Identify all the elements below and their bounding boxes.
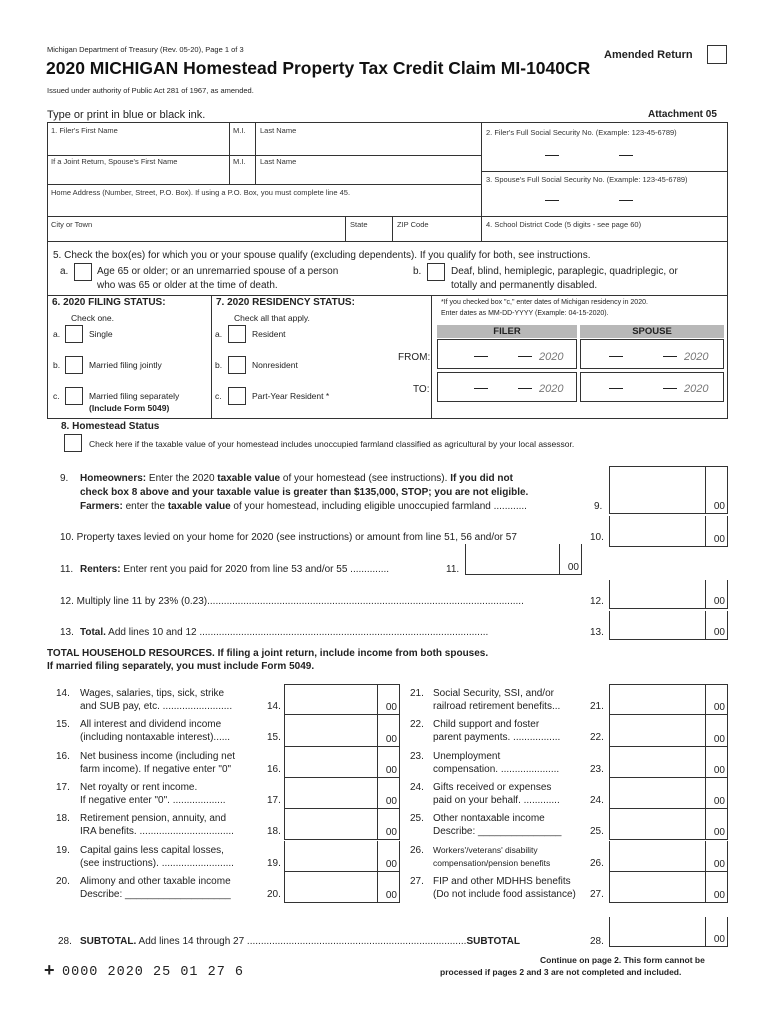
income-cents: 00 [377, 809, 399, 839]
income-amount-27[interactable] [609, 872, 728, 903]
income-line-label: Wages, salaries, tips, sick, strike [80, 688, 225, 699]
income-line-label-2: railroad retirement benefits... [433, 701, 561, 712]
income-cents: 00 [705, 841, 727, 871]
income-cents: 00 [377, 685, 399, 714]
income-line-label: Net business income (including net [80, 750, 236, 762]
income-line-label-2: IRA benefits. .................................. [80, 826, 234, 838]
income-line-ref: 27. [590, 888, 604, 900]
income-cents: 00 [377, 778, 399, 808]
income-cents: 00 [377, 747, 399, 777]
income-line-label: All interest and dividend income [80, 719, 222, 731]
line5-a-letter: a. [60, 266, 69, 277]
filing-status-title: 6. 2020 FILING STATUS: [52, 297, 166, 308]
income-line-label-2: Describe: ___________________ [80, 888, 231, 900]
filer-first-name-input[interactable] [48, 136, 228, 154]
state-input[interactable] [346, 229, 391, 241]
filer-column-header: FILER [437, 325, 577, 338]
income-line-label: Net royalty or rent income. [80, 781, 198, 793]
income-amount-21[interactable] [609, 684, 728, 715]
line13-cents: 00 [705, 611, 727, 639]
line9-amount[interactable] [609, 466, 728, 514]
income-line-label: Retirement pension, annuity, and [80, 813, 227, 825]
household-resources-heading: TOTAL HOUSEHOLD RESOURCES. If filing a joint return, include income from both spouses. [47, 648, 489, 659]
line11-text [80, 564, 389, 575]
income-line-label: FIP and other MDHHS benefits [433, 875, 571, 887]
part-year-checkbox[interactable] [228, 387, 246, 405]
income-line-label-2: compensation. ..................... [433, 763, 560, 775]
line5-b-text1: Deaf, blind, hemiplegic, paraplegic, quadriplegic, or [451, 266, 678, 277]
income-line-number: 14. [56, 688, 70, 699]
income-line-ref: 21. [590, 701, 604, 712]
home-address-label: Home Address (Number, Street, P.O. Box). If using a P.O. Box, you must complete line 45. [51, 188, 351, 197]
income-cents: 00 [705, 747, 727, 777]
plus-sign: + [44, 960, 55, 980]
filing-single-checkbox[interactable] [65, 325, 83, 343]
residency-status-title: 7. 2020 RESIDENCY STATUS: [216, 297, 355, 308]
line28-subtotal: SUBTOTAL [466, 936, 520, 947]
spouse-last-name-input[interactable] [256, 167, 480, 183]
zip-input[interactable] [393, 229, 480, 241]
income-line-ref: 19. [267, 857, 281, 869]
income-amount-17[interactable] [284, 778, 400, 809]
income-line-number: 20. [56, 875, 70, 887]
to-label: TO: [413, 384, 430, 395]
line13-amount[interactable] [609, 611, 728, 640]
line12-text: 12. Multiply line 11 by 23% (0.23).................................................................................................................. [60, 596, 524, 607]
income-line-ref: 14. [267, 701, 281, 712]
income-line-number: 15. [56, 719, 70, 731]
line12-amount[interactable] [609, 580, 728, 609]
income-line-ref: 22. [590, 732, 604, 744]
attachment-number: Attachment 05 [648, 109, 717, 120]
income-line-number: 26. [410, 844, 424, 856]
ink-instruction: Type or print in blue or black ink. [47, 109, 206, 121]
filer-mi-label: M.I. [233, 126, 246, 135]
continue-note1: Continue on page 2. This form cannot be [540, 955, 705, 965]
line9-text-c [80, 501, 527, 512]
spouse-mi-input[interactable] [230, 167, 254, 183]
income-line-number: 25. [410, 813, 424, 825]
amended-checkbox[interactable] [707, 45, 727, 64]
line11-renters: Renters: [80, 564, 121, 575]
income-line-ref: 23. [590, 763, 604, 775]
authority-line: Issued under authority of Public Act 281 of 1967, as amended. [47, 86, 254, 95]
income-line-ref: 17. [267, 794, 281, 806]
residency-note1: *If you checked box "c," enter dates of Michigan residency in 2020. [441, 299, 648, 306]
income-amount-14[interactable] [284, 684, 400, 715]
age65-checkbox[interactable] [74, 263, 92, 281]
line13-text [80, 627, 488, 638]
filer-first-name-label: 1. Filer's First Name [51, 126, 118, 135]
income-line-number: 17. [56, 781, 70, 793]
line28-cents: 00 [705, 917, 727, 946]
line12-ref: 12. [590, 596, 604, 607]
line9-part4: of your homestead, including eligible unoccupied farmland ............ [230, 501, 527, 512]
income-line-label-2: (see instructions). .......................... [80, 857, 234, 869]
income-amount-16[interactable] [284, 747, 400, 778]
income-line-number: 19. [56, 844, 70, 856]
spouse-to-year: 2020 [684, 383, 709, 395]
income-line-label-2: (Do not include food assistance) [433, 888, 576, 900]
filer-mi-input[interactable] [230, 136, 254, 154]
city-label: City or Town [51, 220, 93, 229]
income-amount-19[interactable] [284, 841, 400, 872]
filing-separate-checkbox[interactable] [65, 387, 83, 405]
income-line-ref: 15. [267, 732, 281, 744]
line28-number: 28. [58, 936, 72, 947]
amended-label: Amended Return [604, 49, 693, 61]
spouse-first-name-label: If a Joint Return, Spouse's First Name [51, 157, 178, 166]
line9-cents: 00 [705, 467, 727, 513]
income-cents: 00 [377, 872, 399, 902]
income-line-label-2: (including nontaxable interest)...... [80, 732, 231, 744]
line28-subtotal-word: SUBTOTAL. [80, 936, 137, 947]
line5-b-letter: b. [413, 266, 422, 277]
income-line-ref: 18. [267, 826, 281, 838]
line11-amount[interactable] [465, 544, 582, 575]
line5-b-text2: totally and permanently disabled. [451, 280, 598, 291]
line9-text-b: check box 8 above and your taxable value is greater than $135,000, STOP; you are not eligible. [80, 487, 529, 498]
line12-cents: 00 [705, 580, 727, 608]
form-title: 2020 MICHIGAN Homestead Property Tax Credit Claim MI-1040CR [46, 58, 591, 78]
income-line-label-2: farm income). If negative enter "0" [80, 763, 232, 775]
income-line-label-2: If negative enter "0". ................... [80, 794, 226, 806]
income-line-ref: 25. [590, 826, 604, 838]
residency-note2: Enter dates as MM-DD-YYYY (Example: 04-15-2020). [441, 310, 609, 317]
filing-b-letter: b. [53, 360, 61, 370]
line5-a-text1: Age 65 or older; or an unremarried spouse of a person [97, 266, 339, 277]
filer-ssn-input[interactable] [482, 140, 727, 170]
income-cents: 00 [705, 715, 727, 745]
line9-taxable2: taxable value [167, 501, 231, 512]
homestead-status-title: 8. Homestead Status [61, 421, 160, 432]
spouse-mi-label: M.I. [233, 157, 246, 166]
part-year-label: Part-Year Resident * [252, 391, 330, 401]
residency-b-letter: b. [215, 360, 223, 370]
income-amount-23[interactable] [609, 747, 728, 778]
residency-c-letter: c. [215, 391, 222, 401]
income-line-number: 21. [410, 688, 424, 699]
income-line-number: 16. [56, 750, 70, 762]
filer-to-year: 2020 [539, 383, 564, 395]
income-amount-24[interactable] [609, 778, 728, 809]
line9-taxable: taxable value [217, 473, 281, 484]
residency-check-all: Check all that apply. [234, 313, 310, 323]
income-line-label-2: Describe: _______________ [433, 826, 562, 838]
line9-part: Enter the 2020 [146, 473, 218, 484]
income-amount-25[interactable] [609, 809, 728, 840]
line10-ref: 10. [590, 532, 604, 543]
income-line-label: Social Security, SSI, and/or [433, 688, 554, 699]
line10-cents: 00 [705, 516, 727, 546]
spouse-ssn-input[interactable] [482, 186, 727, 215]
income-line-ref: 24. [590, 794, 604, 806]
income-line-label: Alimony and other taxable income [80, 875, 231, 887]
line9-part2: of your homestead (see instructions). [280, 473, 451, 484]
filer-ssn-label: 2. Filer's Full Social Security No. (Example: 123-45-6789) [486, 128, 677, 137]
line13-part: Add lines 10 and 12 ........................................................................................................ [105, 627, 489, 638]
household-resources-subheading: If married filing separately, you must include Form 5049. [47, 661, 315, 672]
spouse-from-year: 2020 [684, 351, 709, 363]
from-label: FROM: [398, 352, 431, 363]
income-line-ref: 20. [267, 888, 281, 900]
line11-number: 11. [60, 564, 74, 575]
line9-homeowners: Homeowners: [80, 473, 147, 484]
income-amount-20[interactable] [284, 872, 400, 903]
spouse-last-name-label: Last Name [260, 157, 297, 166]
line28-amount[interactable] [609, 917, 728, 947]
line9-number: 9. [60, 473, 69, 484]
filing-status-check-one: Check one. [71, 313, 114, 323]
income-line-ref: 26. [590, 857, 604, 869]
dept-line: Michigan Department of Treasury (Rev. 05-20), Page 1 of 3 [47, 45, 244, 54]
line13-number: 13. [60, 627, 74, 638]
income-line-label: Other nontaxable income [433, 813, 545, 825]
residency-a-letter: a. [215, 329, 223, 339]
income-line-number: 24. [410, 781, 424, 793]
filing-joint-label: Married filing jointly [89, 360, 162, 370]
income-line-label: Capital gains less capital losses, [80, 844, 224, 856]
line28-part: Add lines 14 through 27 ............................................................................... [136, 936, 467, 947]
income-line-label: Gifts received or expenses [433, 781, 552, 793]
income-line-label-2: paid on your behalf. ............. [433, 794, 560, 806]
income-line-number: 27. [410, 875, 424, 887]
farmland-checkbox[interactable] [64, 434, 82, 452]
resident-label: Resident [252, 329, 286, 339]
filer-last-name-input[interactable] [256, 136, 480, 154]
income-line-label-2: and SUB pay, etc. ......................... [80, 701, 233, 712]
income-line-label-2: compensation/pension benefits [433, 857, 551, 868]
income-line-number: 23. [410, 750, 424, 762]
home-address-input[interactable] [48, 198, 480, 215]
filing-separate-note: (Include Form 5049) [89, 403, 170, 413]
line9-part3: enter the [122, 501, 168, 512]
line28-ref: 28. [590, 936, 604, 947]
line11-part: Enter rent you paid for 2020 from line 53 and/or 55 .............. [120, 564, 390, 575]
income-cents: 00 [377, 841, 399, 871]
income-amount-26[interactable] [609, 841, 728, 872]
form-code: 0000 2020 25 01 27 6 [62, 965, 245, 980]
line11-cents: 00 [559, 544, 581, 574]
income-line-label: Child support and foster [433, 719, 540, 731]
spouse-ssn-label: 3. Spouse's Full Social Security No. (Example: 123-45-6789) [486, 175, 688, 184]
line5-text: 5. Check the box(es) for which you or your spouse qualify (excluding dependents). If you qualify for both, see instructions. [53, 250, 591, 261]
line9-ifnot: If you did not [450, 473, 513, 484]
filing-c-letter: c. [53, 391, 60, 401]
line5-a-text2: who was 65 or older at the time of death. [97, 280, 278, 291]
filing-separate-label: Married filing separately [89, 391, 180, 401]
spouse-column-header: SPOUSE [580, 325, 724, 338]
line10-amount[interactable] [609, 516, 728, 547]
income-line-ref: 16. [267, 763, 281, 775]
nonresident-checkbox[interactable] [228, 356, 246, 374]
state-label: State [350, 220, 368, 229]
spouse-first-name-input[interactable] [48, 167, 228, 183]
farmland-text: Check here if the taxable value of your homestead includes unoccupied farmland classified as agricultural by your local assessor. [89, 439, 575, 449]
income-line-label: Unemployment [433, 750, 501, 762]
resident-checkbox[interactable] [228, 325, 246, 343]
line13-total: Total. [80, 627, 106, 638]
line9-ref: 9. [594, 501, 603, 512]
school-district-input[interactable] [482, 229, 727, 241]
income-line-label-2: parent payments. ................. [433, 732, 561, 744]
income-cents: 00 [705, 778, 727, 808]
filing-a-letter: a. [53, 329, 61, 339]
income-amount-15[interactable] [284, 715, 400, 746]
filer-last-name-label: Last Name [260, 126, 297, 135]
income-line-label: Workers'/veterans' disability [433, 844, 538, 855]
line11-ref: 11. [446, 564, 460, 575]
income-cents: 00 [705, 685, 727, 714]
income-cents: 00 [705, 809, 727, 839]
disabled-checkbox[interactable] [427, 263, 445, 281]
line9-farmers: Farmers: [80, 501, 123, 512]
income-line-number: 18. [56, 813, 70, 825]
income-cents: 00 [377, 715, 399, 745]
line13-ref: 13. [590, 627, 604, 638]
nonresident-label: Nonresident [252, 360, 298, 370]
income-amount-22[interactable] [609, 715, 728, 746]
line28-text [80, 936, 520, 947]
filing-single-label: Single [89, 329, 113, 339]
line10-text: 10. Property taxes levied on your home for 2020 (see instructions) or amount from line 51, 56 and/or 57 [60, 532, 517, 543]
income-amount-18[interactable] [284, 809, 400, 840]
continue-note2: processed if pages 2 and 3 are not completed and included. [440, 967, 682, 977]
zip-label: ZIP Code [397, 220, 429, 229]
line9-text-a [80, 473, 513, 484]
city-input[interactable] [48, 229, 344, 241]
income-line-number: 22. [410, 719, 424, 731]
school-district-label: 4. School District Code (5 digits - see page 60) [486, 220, 642, 229]
income-cents: 00 [705, 872, 727, 902]
filing-joint-checkbox[interactable] [65, 356, 83, 374]
filer-from-year: 2020 [539, 351, 564, 363]
